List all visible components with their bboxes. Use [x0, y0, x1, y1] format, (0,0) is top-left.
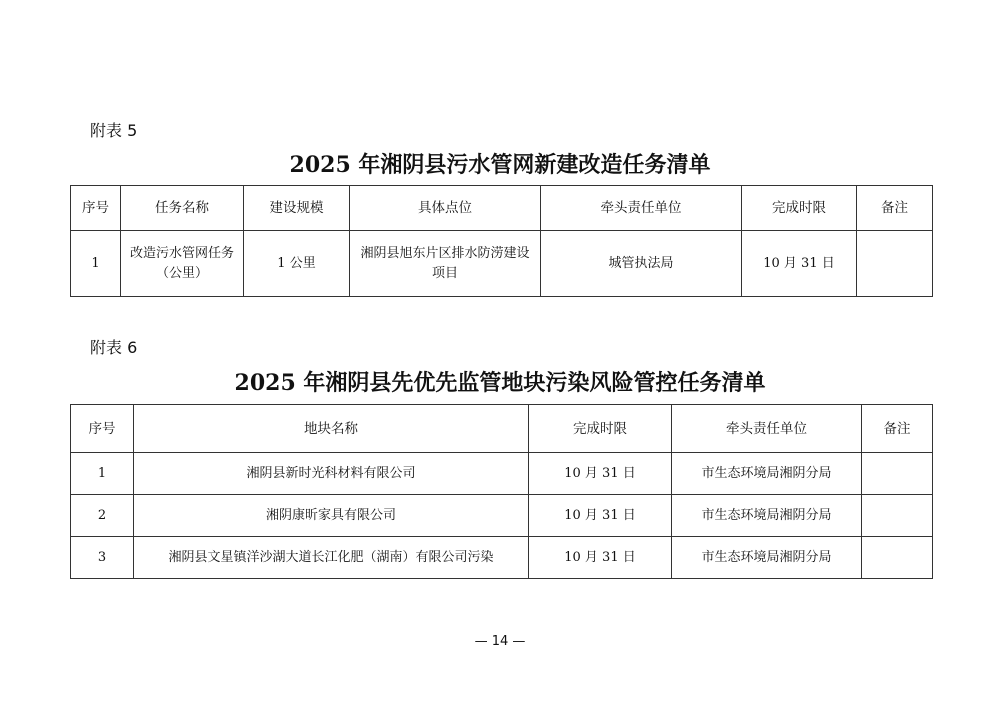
header-cell: 牵头责任单位 [541, 186, 742, 231]
appendix6-table [70, 404, 933, 579]
table-row [71, 495, 933, 537]
table-cell: 市生态环境局湘阴分局 [672, 537, 862, 579]
table-cell: 1 [71, 231, 121, 297]
table-cell: 2 [71, 495, 134, 537]
table-cell: 10 月 31 日 [529, 495, 672, 537]
table-cell [862, 453, 933, 495]
page-number: — 14 — [474, 634, 526, 649]
table-cell: 改造污水管网任务（公里） [121, 231, 244, 297]
appendix5-table [70, 185, 933, 297]
table-cell: 市生态环境局湘阴分局 [672, 495, 862, 537]
table-cell [862, 495, 933, 537]
table-cell: 10 月 31 日 [529, 537, 672, 579]
table-cell [862, 537, 933, 579]
header-cell: 备注 [857, 186, 933, 231]
table-cell: 市生态环境局湘阴分局 [672, 453, 862, 495]
table-cell [857, 231, 933, 297]
table-cell: 湘阴康昕家具有限公司 [134, 495, 529, 537]
header-cell: 任务名称 [121, 186, 244, 231]
table-cell: 湘阴县文星镇洋沙湖大道长江化肥（湖南）有限公司污染 [134, 537, 529, 579]
table-row [71, 231, 933, 297]
header-cell: 建设规模 [244, 186, 350, 231]
appendix5-title: 2025 年湘阴县污水管网新建改造任务清单 [289, 152, 711, 178]
header-cell: 完成时限 [529, 405, 672, 453]
header-cell: 完成时限 [742, 186, 857, 231]
header-cell: 地块名称 [134, 405, 529, 453]
header-cell: 具体点位 [350, 186, 541, 231]
table-cell: 湘阴县旭东片区排水防涝建设项目 [350, 231, 541, 297]
header-cell: 牵头责任单位 [672, 405, 862, 453]
table-cell: 3 [71, 537, 134, 579]
table-cell: 城管执法局 [541, 231, 742, 297]
table-cell: 湘阴县新时光科材料有限公司 [134, 453, 529, 495]
header-cell: 序号 [71, 405, 134, 453]
appendix6-title: 2025 年湘阴县先优先监管地块污染风险管控任务清单 [234, 370, 766, 396]
appendix6-label: 附表 6 [90, 338, 138, 357]
table-header-row [71, 405, 933, 453]
table-row [71, 453, 933, 495]
table-cell: 10 月 31 日 [742, 231, 857, 297]
table-cell: 1 公里 [244, 231, 350, 297]
table-cell: 10 月 31 日 [529, 453, 672, 495]
table-cell: 1 [71, 453, 134, 495]
appendix5-label: 附表 5 [90, 121, 138, 140]
header-cell: 序号 [71, 186, 121, 231]
table-row [71, 537, 933, 579]
table-header-row [71, 186, 933, 231]
header-cell: 备注 [862, 405, 933, 453]
